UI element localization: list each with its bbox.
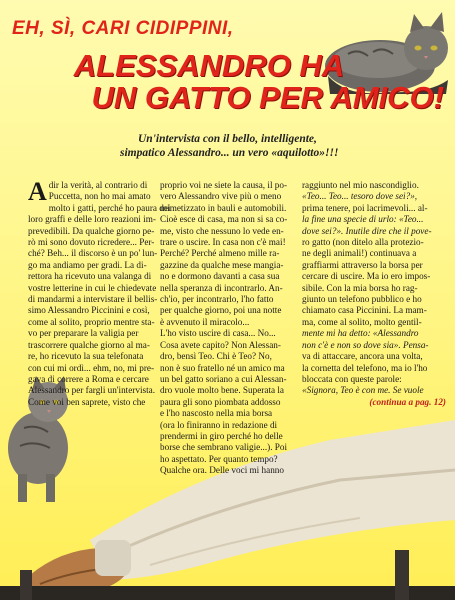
- drop-cap: A: [28, 177, 47, 206]
- article-line: dro vuole molto bene. Superata la: [160, 385, 284, 396]
- article-line: Qualche ora. Delle voci mi hanno: [160, 465, 284, 476]
- article-line: ro gatto (non ditelo alla protezio-: [302, 237, 424, 248]
- article-line: Puccetta, non ho mai amato: [48, 191, 151, 202]
- article-line: no e dormono davanti a casa sua: [160, 271, 280, 282]
- article-line: Come voi ben saprete, visto che: [28, 396, 146, 407]
- article-line: Perché? Perché almeno mille ra-: [160, 248, 280, 259]
- article-line: rò mi sono dovuto ricredere... Per-: [28, 237, 155, 248]
- article-line: nella speranza di incontrarlo. An-: [160, 282, 283, 293]
- article-line: cercare di uscire. Ma io ero impos-: [302, 271, 431, 282]
- article-line: Cioè esce di casa, ma non si sa co-: [160, 214, 288, 225]
- article-line: bloccata con queste parole:: [302, 373, 402, 384]
- article-line: ché? Beh... il discorso è un po' lun-: [28, 248, 158, 259]
- article-line: graffiarmi attraverso la borsa per: [302, 259, 423, 270]
- article-line: trascorrere qualche giorno al ma-: [28, 339, 150, 350]
- article-line: paura gli sono piombata addosso: [160, 396, 281, 407]
- article-line: la fine una specie di urlo: «Teo...: [302, 214, 424, 225]
- subtitle-line-2: simpatico Alessandro... un vero «aquilotto»!!!: [120, 147, 339, 159]
- article-line: mimetizzato in bauli e automobili.: [160, 202, 287, 213]
- article-line: vo per preparare la valigia per: [28, 328, 139, 339]
- article-line: go ma andiamo per gradi. La di-: [28, 259, 147, 270]
- article-line: gazzine da qualche mese mangia-: [160, 259, 284, 270]
- article-line: non c'è e non so dove sia». Pensa-: [302, 339, 429, 350]
- article-line: di mandarmi a intervistare il bellis-: [28, 294, 158, 305]
- article-line: la cornetta del telefono, ma io l'ho: [302, 362, 428, 373]
- article-line: è avvenuto il miracolo...: [160, 316, 250, 327]
- article-line: «Teo... Teo... tesoro dove sei?»,: [302, 191, 418, 202]
- kicker: EH, SÌ, CARI CIDIPPINI,: [12, 18, 234, 39]
- column-1-lines: [28, 177, 171, 408]
- article-line: borse che sembrano valigie...). Poi: [160, 442, 288, 453]
- article-line: loro graffi e delle loro reazioni im-: [28, 214, 156, 225]
- subtitle: [120, 132, 440, 160]
- article-line: chiamato casa Piccinini. La mam-: [302, 305, 427, 316]
- article-line: gava di correre a Roma e cercare: [28, 373, 149, 384]
- article-line: sibile. Con la mia borsa ho rag-: [302, 282, 418, 293]
- article-line: dro, bensì Teo. Chi è Teo? No,: [160, 351, 272, 362]
- article-column-1: [28, 177, 171, 408]
- article-line: prendermi in giro perché ho delle: [160, 430, 283, 441]
- article-column-3: [302, 180, 446, 408]
- article-line: re, ho ricevuto la sua telefonata: [28, 351, 144, 362]
- article-line: ma, come al solito, molto gentil-: [302, 316, 422, 327]
- article-line: come al solito, proprio mentre sta-: [28, 316, 155, 327]
- article-line: giunto un telefono pubblico e ho: [302, 294, 422, 305]
- article-column-2: [160, 180, 296, 477]
- article-line: me, visto che nessuno lo vede en-: [160, 225, 284, 236]
- headline-line-2: UN GATTO PER AMICO!: [91, 80, 444, 115]
- article-line: raggiunto nel mio nascondiglio.: [302, 180, 419, 190]
- article-line: ho aspettato. Per quanto tempo?: [160, 453, 278, 464]
- article-line: con cui mi ordì... ehm, no, mi pre-: [28, 362, 155, 373]
- article-line: trare o uscire. In casa non c'è mai!: [160, 237, 286, 248]
- article-line: vero Alessandro vive più o meno: [160, 191, 282, 202]
- article-line: e l'ho nascosto nella mia borsa: [160, 408, 273, 419]
- article-line: dir la verità, al contrario di: [48, 180, 148, 190]
- article-line: ch'io, per incontrarlo, l'ho fatto: [160, 294, 274, 305]
- article-line: dove sei?». Inutile dire che il pove-: [302, 225, 432, 236]
- headline-line-1: ALESSANDRO HA: [73, 48, 345, 83]
- article-line: (ora lo finiranno in redazione di: [160, 419, 278, 430]
- article-line: rettora ha ricevuto una valanga di: [28, 271, 152, 282]
- subtitle-line-1: Un'intervista con il bello, intelligente,: [138, 133, 317, 145]
- article-line: per qualche giorno, poi una notte: [160, 305, 282, 316]
- headline: [14, 50, 454, 114]
- article-line: simo Alessandro Piccinini e così,: [28, 305, 150, 316]
- article-line: ne degli animali!) continuava a: [302, 248, 417, 259]
- article-line: Alessandro per fargli un'intervista.: [28, 385, 156, 396]
- article-line: Cosa avete capito? Non Alessan-: [160, 339, 281, 350]
- article-line: non è suo fratello né un amico ma: [160, 362, 285, 373]
- article-line: prevedibili. Da qualche giorno pe-: [28, 225, 155, 236]
- article-line: va di attaccare, ancora una volta,: [302, 351, 423, 362]
- column-3-lines: [302, 180, 446, 397]
- continued-note: (continua a pag. 12): [369, 396, 446, 407]
- article-line: L'ho visto uscire di casa... No...: [160, 328, 276, 339]
- article-line: «Signora, Teo è con me. Se vuole: [302, 385, 424, 396]
- article-line: un bel gatto soriano a cui Alessan-: [160, 373, 287, 384]
- article-line: prima tenere, poi lacrimevoli... al-: [302, 202, 428, 213]
- article-line: proprio voi ne siete la causa, il po-: [160, 180, 288, 190]
- article-line: molto i gatti, perché ho paura dei: [48, 202, 171, 213]
- column-2-lines: [160, 180, 296, 477]
- article-line: vostre letterine in cui le chiedevate: [28, 282, 157, 293]
- article-line: mente mi ha detto: «Alessandro: [302, 328, 419, 339]
